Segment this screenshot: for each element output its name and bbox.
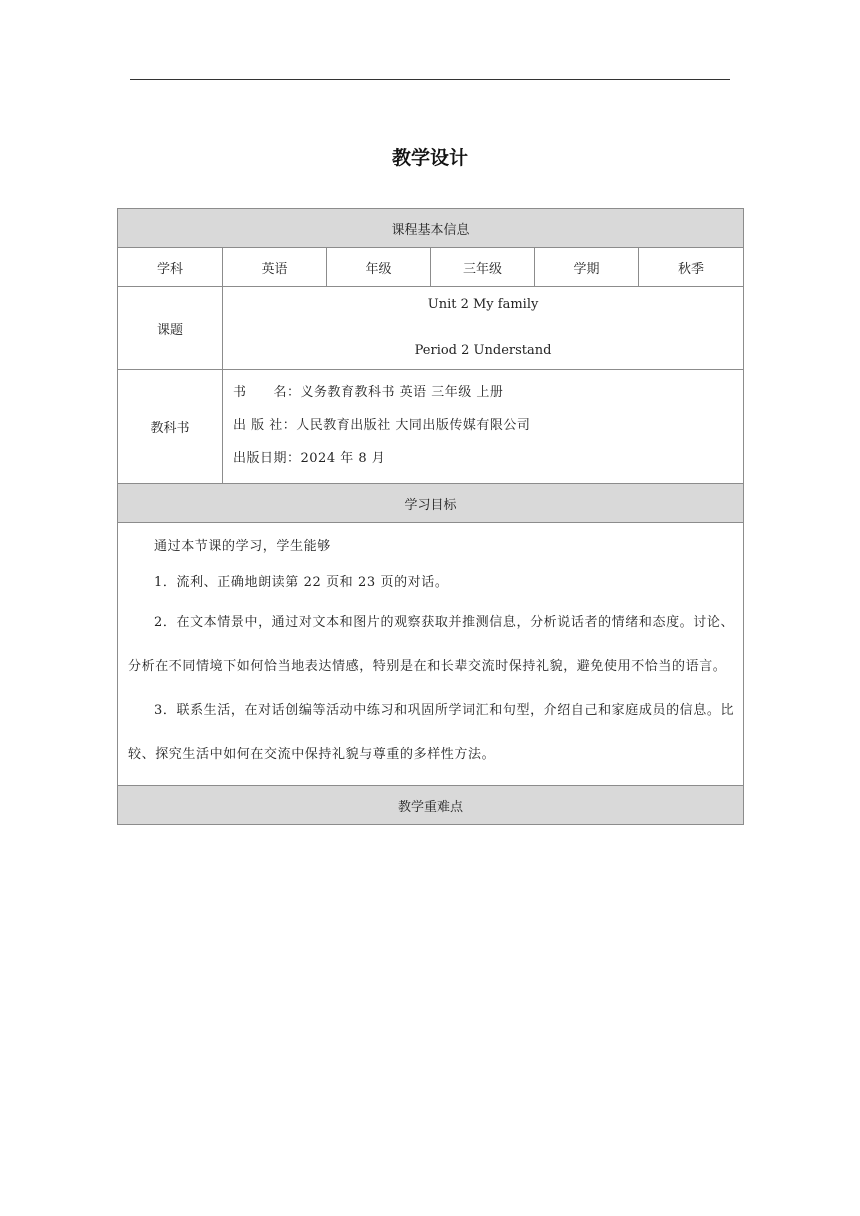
textbook-label: 教科书 [118, 370, 223, 484]
objective-3: 3．联系生活，在对话创编等活动中练习和巩固所学词汇和句型，介绍自己和家庭成员的信息。比较、探究生活中如何在交流中保持礼貌与尊重的多样性方法。 [128, 703, 735, 762]
grade-value: 三年级 [431, 248, 535, 287]
subject-row [118, 248, 744, 287]
basic-info-header-row [118, 209, 744, 248]
basic-info-header: 课程基本信息 [118, 209, 744, 248]
term-label: 学期 [535, 248, 639, 287]
key-points-header-row [118, 786, 744, 825]
textbook-publisher: 出 版 社：人民教育出版社 大同出版传媒有限公司 [233, 418, 531, 433]
objectives-header: 学习目标 [118, 484, 744, 523]
textbook-date: 出版日期：2024 年 8 月 [233, 451, 386, 466]
subject-label: 学科 [118, 248, 223, 287]
objective-2: 2．在文本情景中，通过对文本和图片的观察获取并推测信息，分析说话者的情绪和态度。讨论、分析在不同情境下如何恰当地表达情感，特别是在和长辈交流时保持礼貌，避免使用不恰当的语言。 [128, 615, 735, 674]
grade-label: 年级 [327, 248, 431, 287]
topic-label: 课题 [118, 287, 223, 370]
topic-period: Period 2 Understand [414, 343, 552, 358]
objective-1: 1．流利、正确地朗读第 22 页和 23 页的对话。 [154, 575, 449, 590]
topic-unit: Unit 2 My family [427, 297, 539, 312]
objectives-row [118, 523, 744, 786]
subject-value: 英语 [223, 248, 327, 287]
header-rule [130, 79, 730, 80]
textbook-name: 书 名：义务教育教科书 英语 三年级 上册 [233, 385, 504, 400]
topic-row [118, 287, 744, 370]
textbook-row [118, 370, 744, 484]
objectives-body [118, 523, 744, 786]
textbook-details [223, 370, 744, 484]
term-value: 秋季 [639, 248, 744, 287]
objectives-intro: 通过本节课的学习，学生能够 [154, 539, 331, 554]
topic-value [223, 287, 744, 370]
objectives-header-row [118, 484, 744, 523]
page-title: 教学设计 [391, 147, 468, 169]
key-points-header: 教学重难点 [118, 786, 744, 825]
lesson-info-table [117, 208, 744, 825]
